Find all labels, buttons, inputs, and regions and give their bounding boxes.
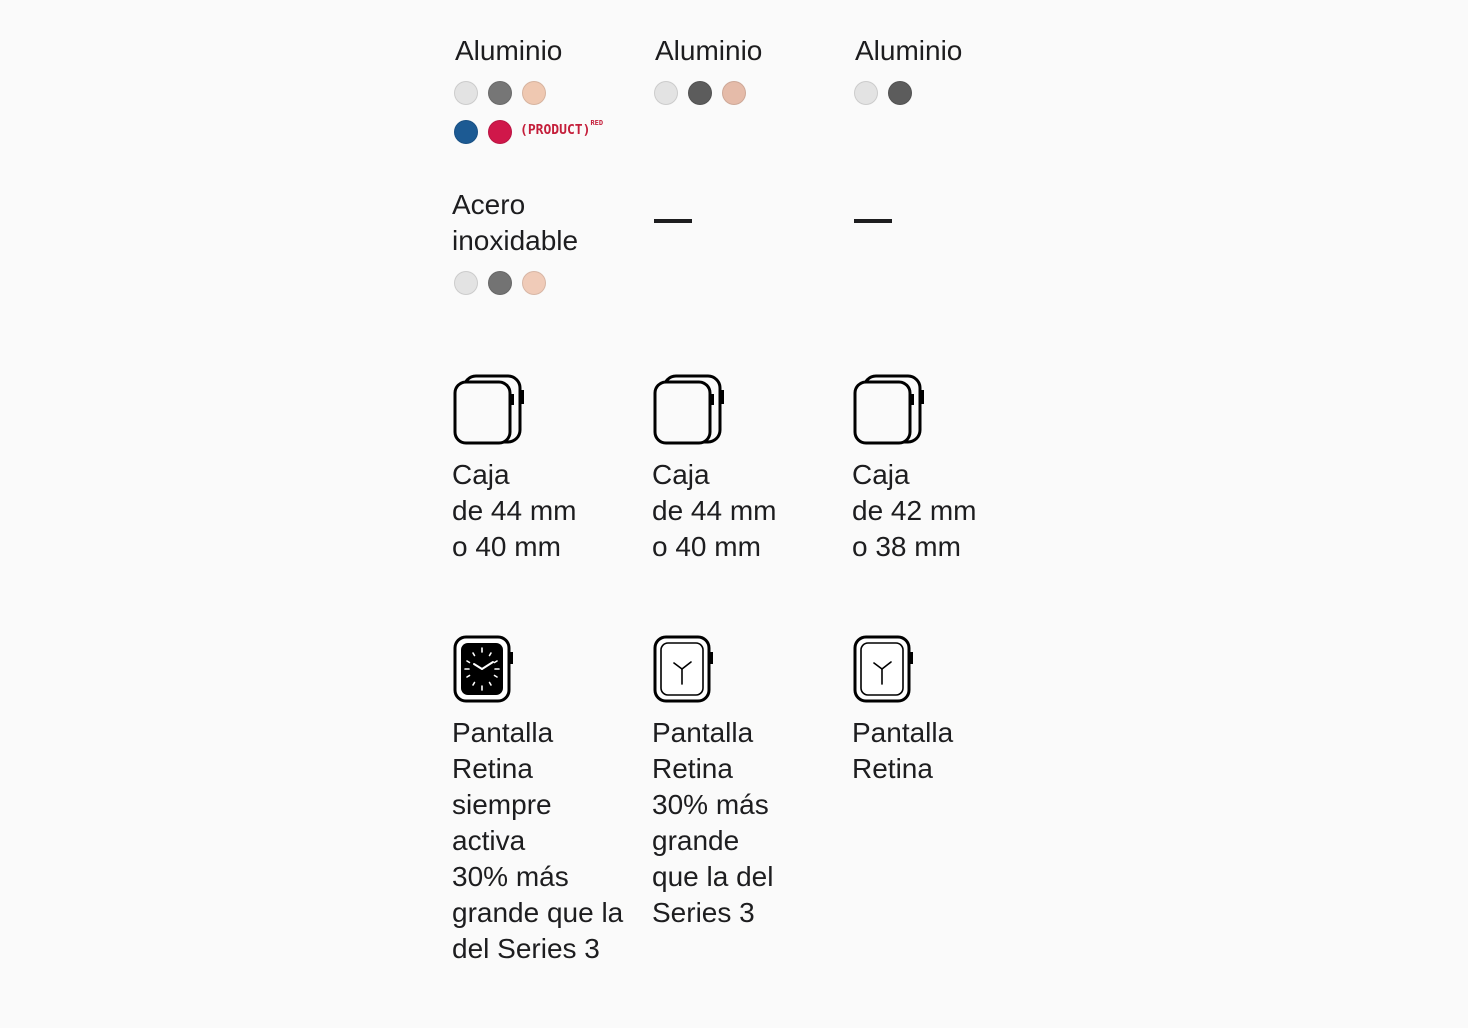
not-available-dash [654,219,692,223]
watch-case-icon [652,374,728,446]
steel-swatches [454,269,556,297]
not-available-dash [854,219,892,223]
steel-title-line1: Acero [452,189,526,220]
retina-display-watch-icon [852,634,916,704]
display-description: Pantalla Retina 30% más grande que la del Series 3 [652,717,774,928]
aluminum-swatches [854,79,922,107]
aluminum-swatches [454,79,556,107]
aluminum-title: Aluminio [455,35,563,66]
color-swatch-silver[interactable] [454,81,478,105]
aluminum-swatches [654,79,756,107]
color-swatch-blue[interactable] [454,120,478,144]
color-swatch-silver[interactable] [454,271,478,295]
color-swatch-graphite[interactable] [488,271,512,295]
color-swatch-space-gray[interactable] [888,81,912,105]
aluminum-swatches-extra [454,118,603,146]
product-red-logo: (PRODUCT)$^{RED}$ [520,118,604,138]
color-swatch-silver[interactable] [854,81,878,105]
color-swatch-gold[interactable] [722,81,746,105]
color-swatch-gold[interactable] [522,271,546,295]
steel-title [452,187,632,259]
steel-title-line2: inoxidable [452,225,579,256]
case-size-text: Caja de 42 mm o 38 mm [852,459,977,562]
color-swatch-silver[interactable] [654,81,678,105]
display-description: Pantalla Retina [852,717,954,784]
case-size-text: Caja de 44 mm o 40 mm [452,459,577,562]
display-description: Pantalla Retina siempre activa 30% más grande que la del Series 3 [452,717,624,964]
color-swatch-red[interactable] [488,120,512,144]
color-swatch-space-gray[interactable] [688,81,712,105]
color-swatch-gold[interactable] [522,81,546,105]
case-size-text: Caja de 44 mm o 40 mm [652,459,777,562]
aluminum-title: Aluminio [855,35,963,66]
always-on-display-watch-icon [452,634,516,704]
watch-case-icon [852,374,928,446]
aluminum-title: Aluminio [655,35,763,66]
color-swatch-space-gray[interactable] [488,81,512,105]
watch-case-icon [452,374,528,446]
retina-display-watch-icon [652,634,716,704]
